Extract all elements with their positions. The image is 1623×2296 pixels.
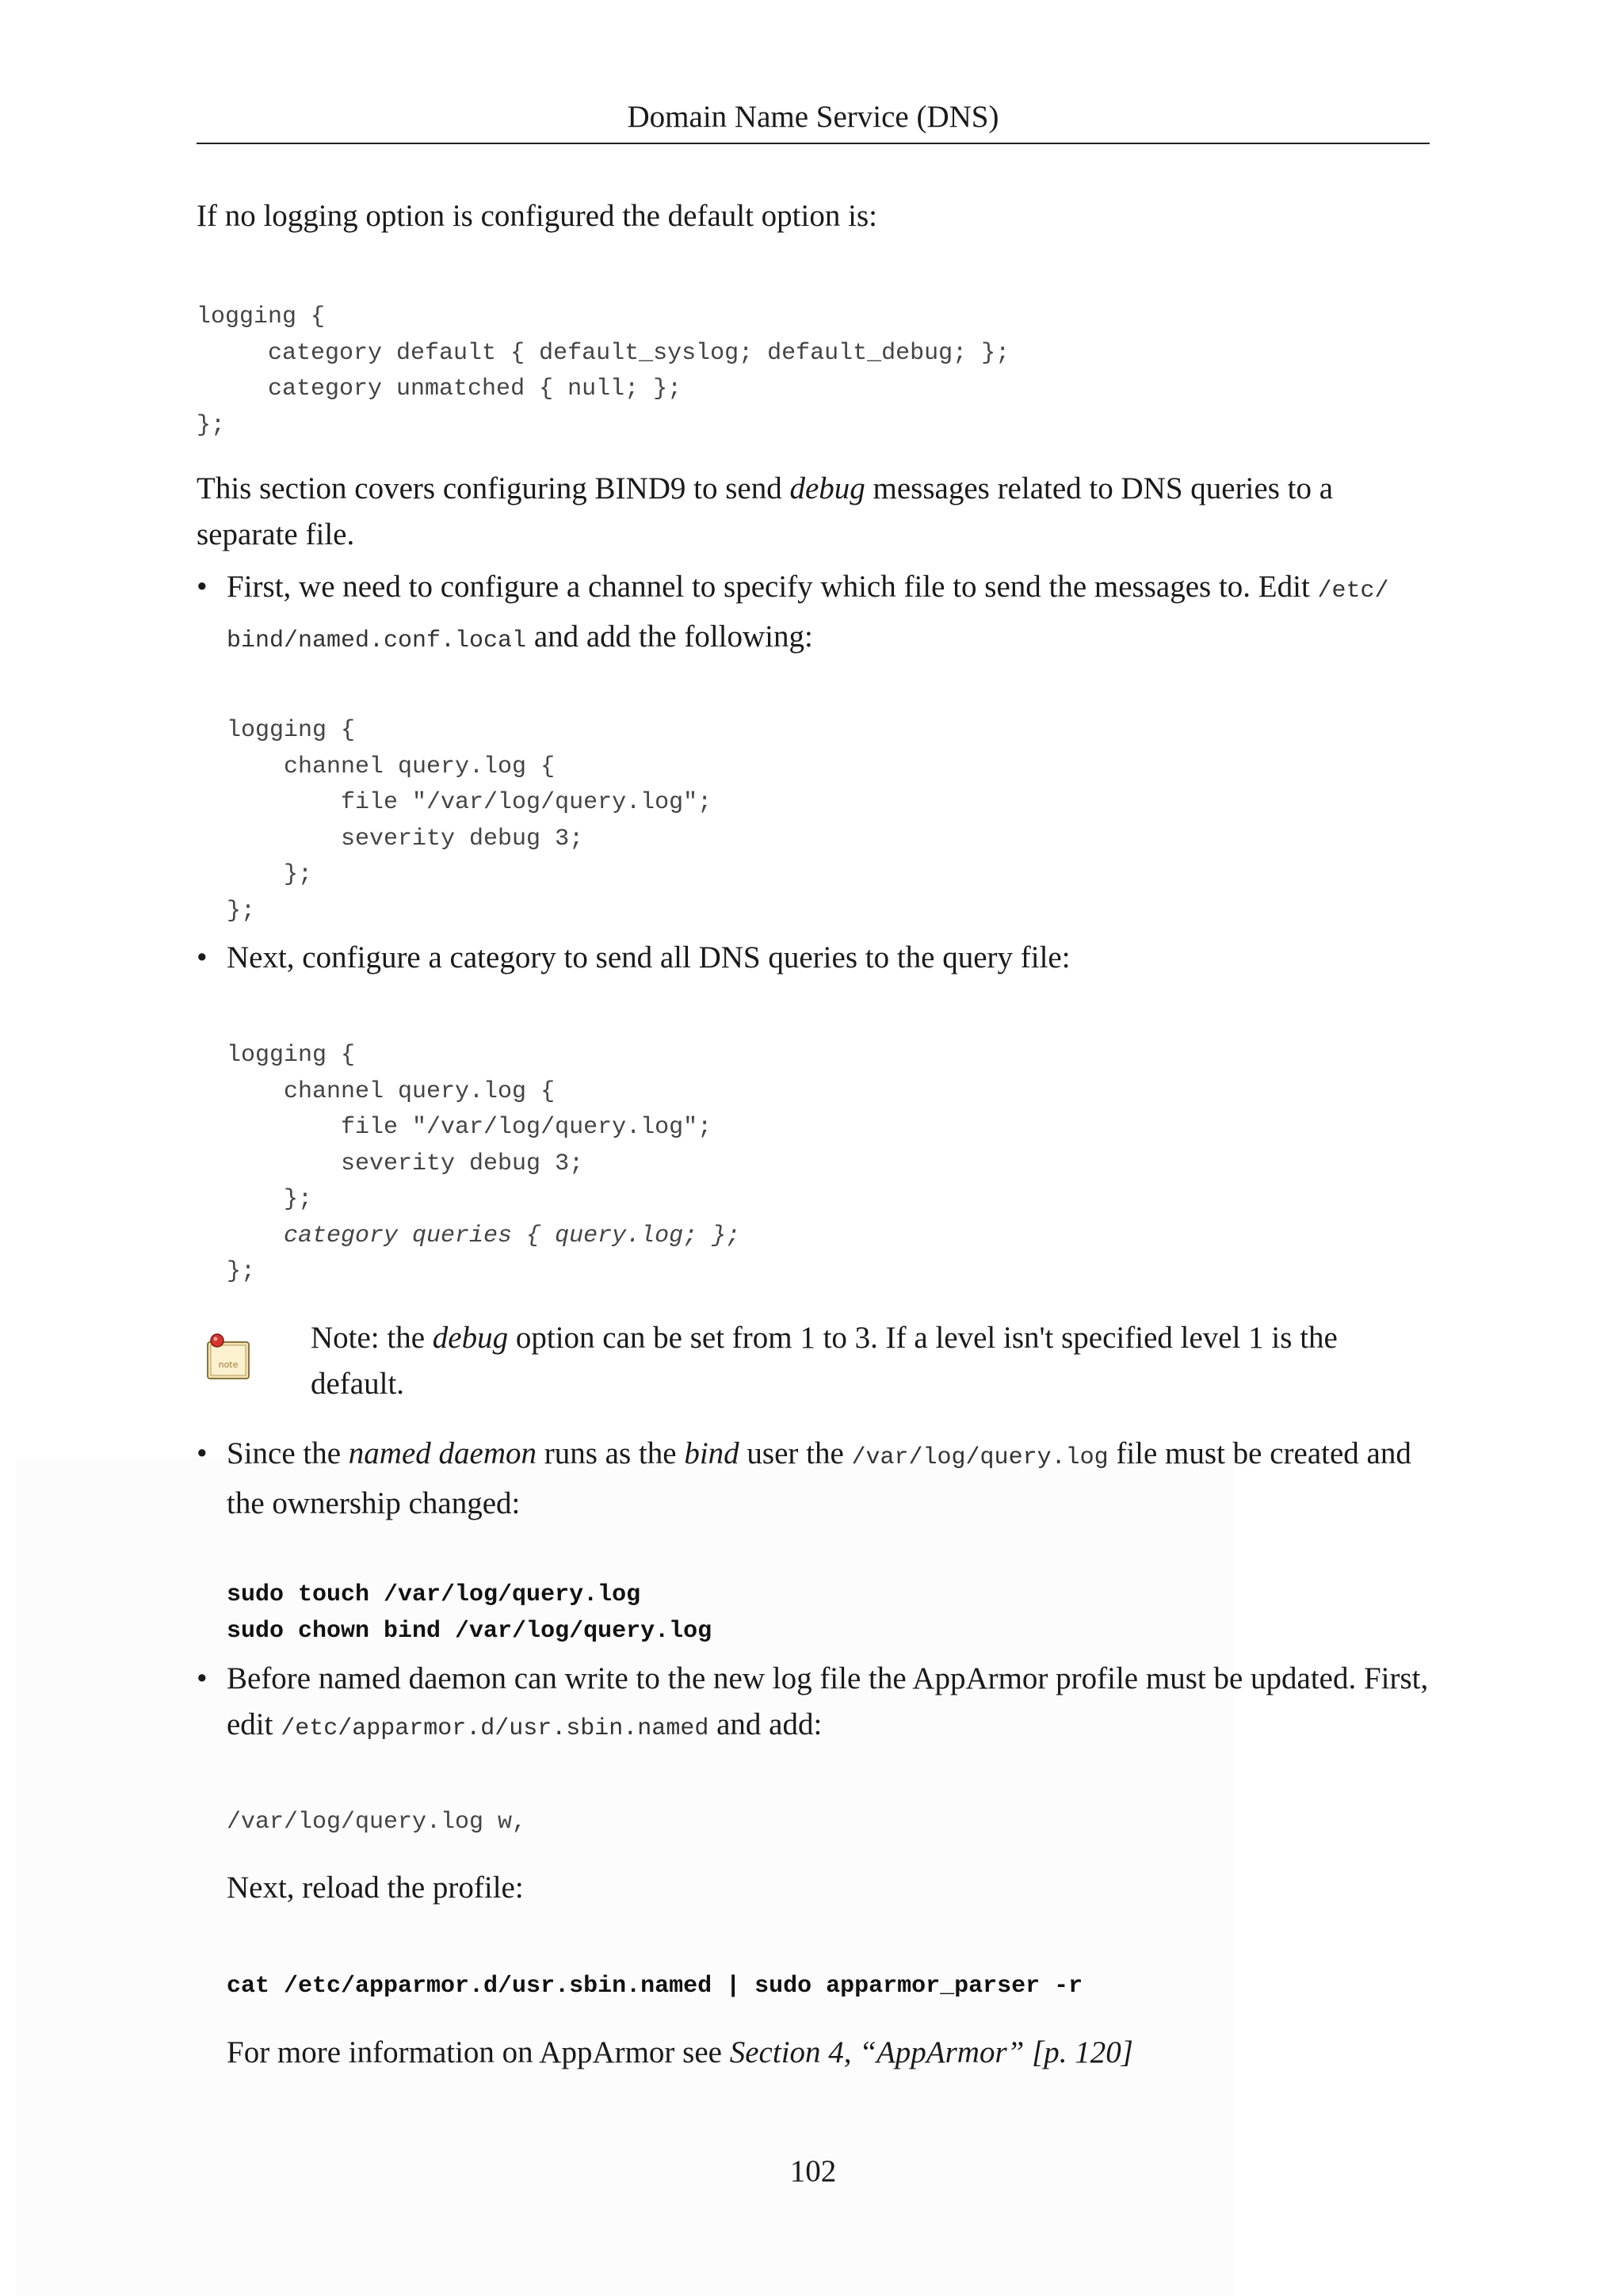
inline-path: /etc/apparmor.d/usr.sbin.named	[281, 1715, 709, 1742]
inline-path: /etc/	[1317, 578, 1389, 605]
code-line: /var/log/query.log w,	[227, 1809, 527, 1836]
emphasis: debug	[432, 1321, 509, 1355]
bullet-marker: •	[197, 1436, 208, 1470]
inline-path: /var/log/query.log	[851, 1444, 1109, 1471]
code-block-reload	[227, 1969, 1083, 2005]
code-line: severity debug 3;	[227, 1150, 584, 1177]
code-line: logging {	[227, 717, 356, 744]
note-icon	[204, 1331, 252, 1382]
code-block-apparmor-rule	[227, 1805, 526, 1841]
code-block-default-logging	[197, 299, 1010, 444]
emphasis: bind	[684, 1436, 739, 1470]
code-line: logging {	[197, 303, 326, 330]
code-block-touch-chown	[227, 1577, 712, 1650]
code-line: logging {	[227, 1042, 356, 1069]
intro-paragraph: If no logging option is configured the default option is:	[197, 199, 877, 233]
code-line: severity debug 3;	[227, 825, 584, 852]
code-line: category default { default_syslog; default_debug; };	[197, 339, 1010, 367]
note-text: Note: the debug option can be set from 1 to 3. If a level isn't specified level 1 is the default.	[311, 1321, 1338, 1401]
code-line: channel query.log {	[227, 753, 556, 780]
code-line: category queries { query.log; };	[227, 1222, 741, 1249]
code-line: file "/var/log/query.log";	[227, 789, 712, 816]
bullet-marker: •	[197, 1661, 208, 1695]
bullet-item-category: Next, configure a category to send all DNS queries to the query file:	[227, 940, 1071, 974]
code-line: category unmatched { null; };	[197, 376, 682, 402]
code-line: sudo touch /var/log/query.log	[227, 1581, 641, 1608]
bullet-marker: •	[197, 940, 208, 974]
code-block-channel	[227, 713, 712, 929]
code-line: };	[197, 411, 226, 439]
code-line: };	[227, 897, 256, 925]
code-line: };	[227, 1186, 313, 1213]
bullet-item-channel: First, we need to configure a channel to specify which file to send the messages to. Edit /etc/ bind/named.conf.local and add the following:	[227, 570, 1389, 654]
code-line: file "/var/log/query.log";	[227, 1114, 712, 1141]
code-line: };	[227, 1258, 256, 1285]
section-paragraph: This section covers configuring BIND9 to send debug messages related to DNS queries to a separate file.	[197, 471, 1334, 551]
more-info-text: For more information on AppArmor see Section 4, “AppArmor” [p. 120]	[227, 2035, 1133, 2069]
code-line: cat /etc/apparmor.d/usr.sbin.named | sudo apparmor_parser -r	[227, 1973, 1083, 2000]
apparmor-section-link[interactable]: Section 4, “AppArmor” [p. 120]	[729, 2035, 1133, 2069]
svg-text:note: note	[218, 1360, 239, 1370]
code-line: channel query.log {	[227, 1077, 556, 1105]
emphasis: debug	[789, 471, 865, 505]
code-line: sudo chown bind /var/log/query.log	[227, 1617, 712, 1645]
code-line: };	[227, 861, 313, 888]
reload-text: Next, reload the profile:	[227, 1871, 524, 1905]
bullet-marker: •	[197, 570, 208, 604]
bullet-item-ownership: Since the named daemon runs as the bind user the /var/log/query.log file must be created and the ownership changed:	[227, 1436, 1411, 1520]
page-number: 102	[789, 2154, 837, 2188]
code-block-category	[227, 1038, 740, 1291]
inline-path: bind/named.conf.local	[227, 627, 527, 654]
emphasis: named daemon	[348, 1436, 537, 1470]
page-header: Domain Name Service (DNS)	[197, 97, 1430, 144]
bullet-item-apparmor: Before named daemon can write to the new log file the AppArmor profile must be updated. First, edit /etc/apparmor.d/usr.sbin.named and add:	[227, 1661, 1429, 1742]
